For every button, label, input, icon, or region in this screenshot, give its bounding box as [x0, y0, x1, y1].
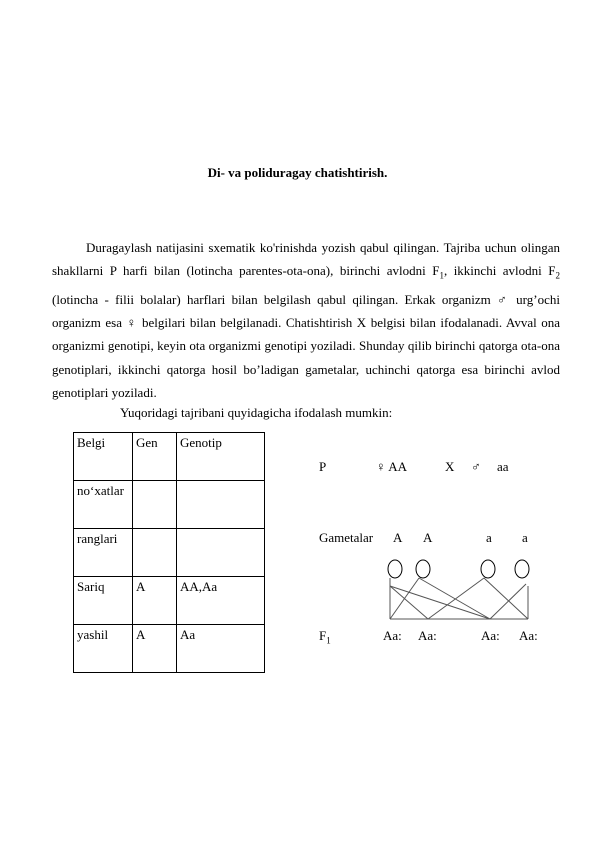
- table-cell: no‘xatlar: [74, 481, 133, 529]
- cross-sign: X: [445, 459, 455, 474]
- gamete-circle: [388, 560, 402, 578]
- gamete-circle: [515, 560, 529, 578]
- gamete-value: A: [393, 530, 403, 545]
- gamete-circle: [481, 560, 495, 578]
- paragraph-subscript-2: 2: [555, 270, 560, 281]
- father-genotype: aa: [497, 459, 509, 474]
- male-symbol: ♂: [471, 459, 481, 474]
- table-cell: Sariq: [74, 577, 133, 625]
- scheme-intro: Yuqoridagi tajribani quyidagicha ifodalash mumkin:: [120, 405, 393, 420]
- table-cell: ranglari: [74, 529, 133, 577]
- paragraph-text-2: , ikkinchi avlodni F: [443, 263, 556, 279]
- table-header-cell: Gen: [133, 433, 177, 481]
- table-header-cell: Belgi: [74, 433, 133, 481]
- f1-label: [319, 628, 331, 646]
- cross-line: [428, 578, 484, 619]
- gamete-circle: [416, 560, 430, 578]
- offspring-genotype: Aa:: [481, 628, 500, 643]
- table-cell: A: [133, 577, 177, 625]
- table-cell: yashil: [74, 625, 133, 673]
- cross-line: [419, 578, 490, 619]
- cross-line: [484, 578, 528, 619]
- offspring-genotype: Aa:: [418, 628, 437, 643]
- gamete-value: a: [486, 530, 492, 545]
- offspring-genotype: Aa:: [383, 628, 402, 643]
- f1-subscript: 1: [326, 635, 331, 646]
- paragraph-text-3: (lotincha - filii bolalar) harflari bilan belgilash qabul qilingan. Erkak organizm ♂ urg’ochi organizm esa ♀ belgilari bilan belgilanadi. Chatishtirish X belgisi bilan ifodalanadi. Avval ona organizmi genotipi, keyin ota organizmi genotipi yoziladi. Shunday qilib birinchi qatorga ota-ona genotiplari, ikkinchi qatorga hosil bo’ladigan gametalar, uchinchi qatorga esa birinchi avlod genotiplari yoziladi.: [52, 292, 560, 400]
- table-cell: A: [133, 625, 177, 673]
- p-label: P: [319, 459, 327, 474]
- offspring-genotype: Aa:: [519, 628, 538, 643]
- gamete-value: a: [522, 530, 528, 545]
- table-cell: AA,Aa: [177, 577, 265, 625]
- mother-genotype: ♀ AA: [376, 459, 408, 474]
- table-cell: Aa: [177, 625, 265, 673]
- table-header-cell: Genotip: [177, 433, 265, 481]
- cross-line: [390, 586, 428, 619]
- page-title: Di- va poliduragay chatishtirish.: [207, 165, 388, 180]
- cross-line: [390, 578, 419, 619]
- cross-line: [390, 586, 490, 619]
- gamete-value: A: [423, 530, 433, 545]
- f1-letter: F: [319, 628, 327, 643]
- paragraph-text-1: Duragaylash natijasini sxematik ko'rinishda yozish qabul qilingan. Tajriba uchun olingan shakllarni P harfi bilan (lotincha parentes-ota-ona), birinchi avlodni F: [52, 240, 560, 279]
- paragraph-subscript-1: 1: [439, 270, 444, 281]
- gametes-label: Gametalar: [319, 530, 374, 545]
